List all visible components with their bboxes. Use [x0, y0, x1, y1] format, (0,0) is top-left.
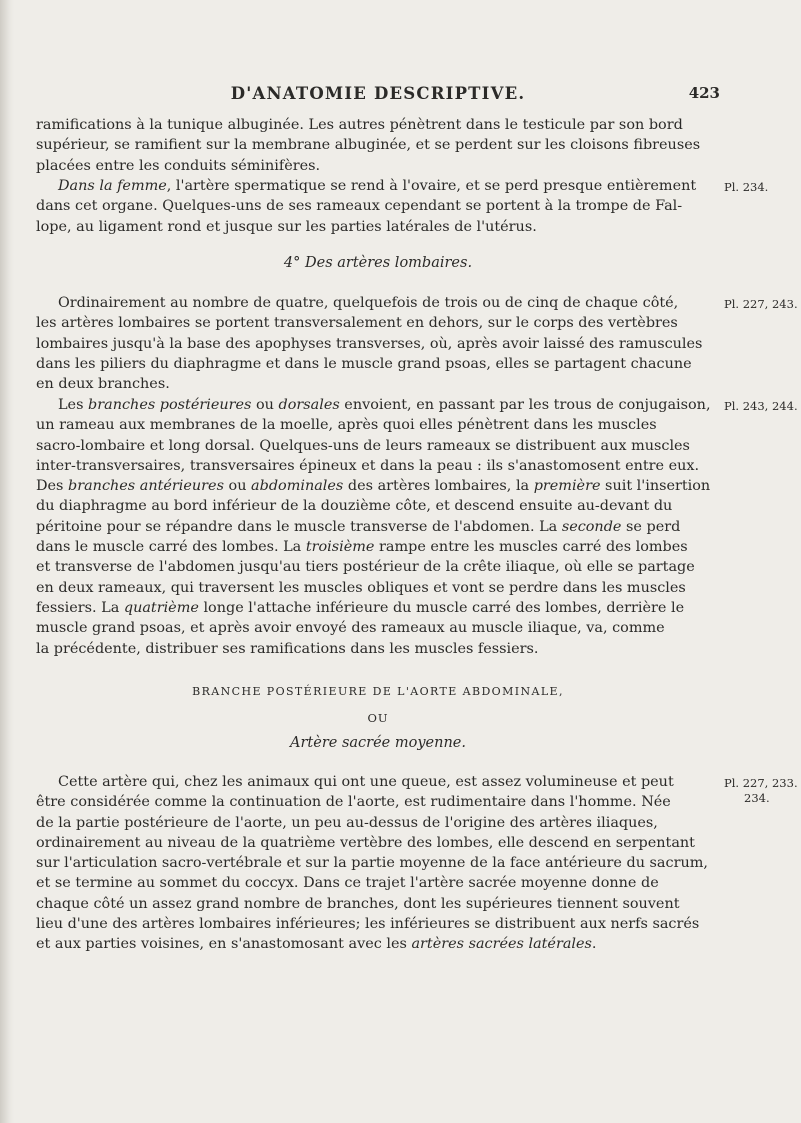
text-line: sur l'articulation sacro-vertébrale et sur la partie moyenne de la face antérieure du sacrum, [36, 855, 708, 872]
text-run: et aux parties voisines, en s'anastomosant avec les [36, 936, 412, 953]
italic-term: branches postérieures [88, 397, 252, 413]
text-run: ou [251, 397, 279, 413]
text-run: péritoine pour se répandre dans le muscle transverse de l'abdomen. La [36, 518, 562, 535]
text-run: rampe entre les muscles carré des lombes [374, 539, 688, 556]
text-run: Des [36, 478, 69, 495]
page-spine-shadow [0, 0, 14, 1123]
italic-term: branches antérieures [68, 478, 224, 495]
text-line [36, 517, 720, 537]
text-line: de la partie postérieure de l'aorte, un peu au-dessus de l'origine des artères iliaques, [36, 814, 658, 831]
margin-note: Pl. 227, 243. [724, 297, 798, 311]
text-run: des artères lombaires, la [343, 478, 534, 495]
text-line: lieu d'une des artères lombaires inférieures; les inférieures se distribuent aux nerfs sacrés [36, 916, 700, 933]
text-line: placées entre les conduits séminifères. [36, 157, 321, 174]
text-run: fessiers. La [36, 599, 124, 616]
text-line: et se termine au sommet du coccyx. Dans ce trajet l'artère sacrée moyenne donne de [36, 875, 659, 892]
italic-term: première [533, 478, 601, 495]
text-run: dans le muscle carré des lombes. La [36, 539, 306, 556]
margin-note: 234. [744, 791, 770, 805]
text-line: du diaphragme au bord inférieur de la douzième côte, et descend ensuite au-devant du [36, 498, 673, 515]
text-line: être considérée comme la continuation de l'aorte, est rudimentaire dans l'homme. Née [36, 794, 671, 811]
text-run: se perd [621, 518, 681, 535]
text-line: Cette artère qui, chez les animaux qui ont une queue, est assez volumineuse et peut [58, 774, 674, 790]
italic-term: seconde [561, 518, 622, 535]
italic-term: abdominales [251, 478, 344, 495]
margin-note: Pl. 243, 244. [724, 399, 798, 413]
page-number: 423 [688, 84, 720, 102]
text-line: ramifications à la tunique albuginée. Les autres pénètrent dans le testicule par son bord [36, 117, 683, 133]
text-line: en deux rameaux, qui traversent les muscles obliques et vont se perdre dans les muscles [36, 579, 686, 596]
text-line: un rameau aux membranes de la moelle, après quoi elles pénètrent dans les muscles [36, 417, 657, 434]
text-run: . [591, 936, 597, 953]
text-line: lope, au ligament rond et jusque sur les parties latérales de l'utérus. [36, 218, 537, 235]
text-line: muscle grand psoas, et après avoir envoyé des rameaux au muscle iliaque, va, comme [36, 620, 665, 637]
italic-term: quatrième [123, 599, 199, 616]
text-line: lombaires jusqu'à la base des apophyses transverses, où, après avoir laissé des ramuscules [36, 335, 703, 352]
paragraph-testicle [36, 115, 720, 176]
text-line: chaque côté un assez grand nombre de branches, dont les supérieures tiennent souvent [36, 895, 680, 912]
margin-note: Pl. 227, 233. [724, 776, 798, 790]
text-line [36, 395, 720, 415]
text-line: dans les piliers du diaphragme et dans le muscle grand psoas, elles se partagent chacune [36, 355, 692, 372]
section-heading-sacree: Artère sacrée moyenne. [290, 735, 466, 751]
text-run: longe l'attache inférieure du muscle carré des lombes, derrière le [198, 599, 685, 616]
italic-term: artères sacrées latérales [411, 936, 592, 953]
text-run: Les [58, 397, 89, 413]
text-line: dans cet organe. Quelques-uns de ses rameaux cependant se portent à la trompe de Fal- [36, 198, 683, 215]
text-run: suit l'insertion [600, 478, 711, 495]
text-line: en deux branches. [36, 376, 170, 393]
margin-note: Pl. 234. [724, 180, 769, 194]
paragraph-sacree [36, 772, 720, 955]
text-line: supérieur, se ramifient sur la membrane albuginée, et se perdent sur les cloisons fibreuses [36, 137, 701, 154]
text-run: , l'artère spermatique se rend à l'ovaire, et se perd presque entièrement [166, 178, 697, 194]
section-heading-lombaires: 4° Des artères lombaires. [283, 255, 473, 271]
italic-term: troisième [305, 539, 375, 556]
italic-lead: Dans la femme [58, 178, 167, 194]
text-line: Ordinairement au nombre de quatre, quelquefois de trois ou de cinq de chaque côté, [58, 295, 679, 311]
text-line [36, 476, 720, 496]
text-line: et transverse de l'abdomen jusqu'au tiers postérieur de la crête iliaque, où elle se partage [36, 559, 695, 576]
text-line: les artères lombaires se portent transversalement en dehors, sur le corps des vertèbres [36, 315, 678, 332]
paragraph-femme [36, 176, 720, 237]
text-run: ou [223, 478, 252, 495]
text-line: sacro-lombaire et long dorsal. Quelques-uns de leurs rameaux se distribuent aux muscles [36, 437, 690, 454]
text-line [36, 598, 720, 618]
paragraph-branches [36, 395, 720, 659]
section-heading-ou: OU [367, 711, 389, 725]
italic-term: dorsales [278, 397, 340, 413]
text-line [36, 537, 720, 557]
text-line: la précédente, distribuer ses ramifications dans les muscles fessiers. [36, 640, 539, 657]
text-line: inter-transversaires, transversaires épineux et dans la peau : ils s'anastomosent entre eux. [36, 457, 700, 474]
page-header [36, 84, 720, 108]
text-run: envoient, en passant par les trous de conjugaison, [339, 397, 711, 413]
text-line [36, 176, 720, 196]
text-line [36, 934, 720, 954]
text-line: ordinairement au niveau de la quatrième vertèbre des lombes, elle descend en serpentant [36, 834, 695, 851]
running-title: D'ANATOMIE DESCRIPTIVE. [230, 84, 526, 103]
section-heading-branche: BRANCHE POSTÉRIEURE DE L'AORTE ABDOMINALE, [192, 685, 564, 698]
paragraph-lombaires [36, 293, 720, 394]
